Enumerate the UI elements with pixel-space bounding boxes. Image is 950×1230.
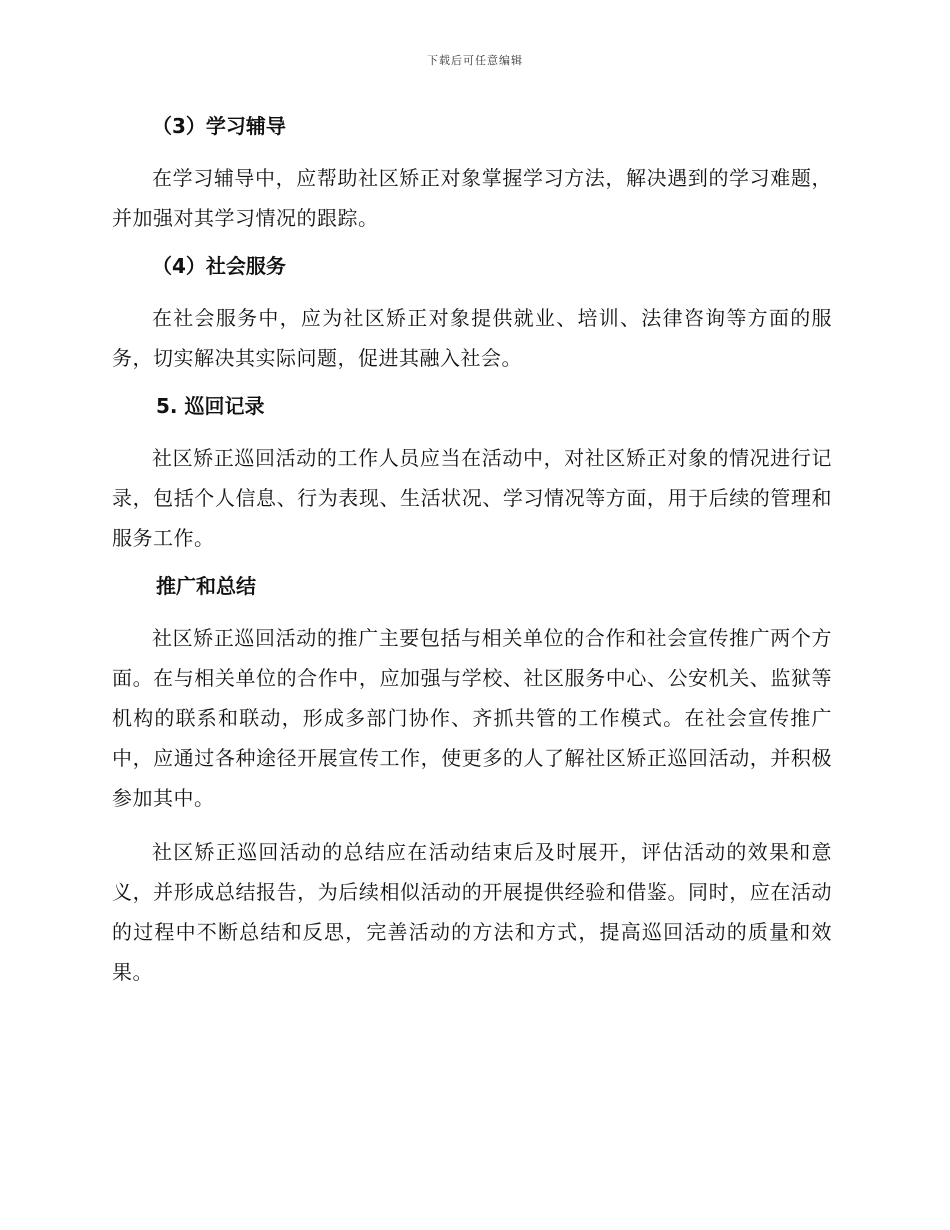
document-body — [112, 110, 832, 1004]
paragraph-study-tutoring: 在学习辅导中，应帮助社区矫正对象掌握学习方法，解决遇到的学习难题，并加强对其学习情况的跟踪。 — [112, 166, 832, 230]
page-header: 下载后可任意编辑 — [427, 54, 523, 67]
heading-study-tutoring: （3）学习辅导 — [152, 114, 286, 138]
paragraph-social-service: 在社会服务中，应为社区矫正对象提供就业、培训、法律咨询等方面的服务，切实解决其实际问题，促进其融入社会。 — [112, 306, 832, 370]
heading-promotion-summary: 推广和总结 — [156, 574, 256, 598]
heading-patrol-record: 5. 巡回记录 — [156, 394, 265, 418]
heading-social-service: （4）社会服务 — [152, 254, 286, 278]
paragraph-patrol-record: 社区矫正巡回活动的工作人员应当在活动中，对社区矫正对象的情况进行记录，包括个人信息、行为表现、生活状况、学习情况等方面，用于后续的管理和服务工作。 — [112, 446, 832, 550]
paragraph-summary: 社区矫正巡回活动的总结应在活动结束后及时展开，评估活动的效果和意义，并形成总结报告，为后续相似活动的开展提供经验和借鉴。同时，应在活动的过程中不断总结和反思，完善活动的方法和方式，提高巡回活动的质量和效果。 — [112, 840, 832, 984]
paragraph-promotion: 社区矫正巡回活动的推广主要包括与相关单位的合作和社会宣传推广两个方面。在与相关单位的合作中，应加强与学校、社区服务中心、公安机关、监狱等机构的联系和联动，形成多部门协作、齐抓共管的工作模式。在社会宣传推广中，应通过各种途径开展宣传工作，使更多的人了解社区矫正巡回活动，并积极参加其中。 — [112, 626, 832, 810]
